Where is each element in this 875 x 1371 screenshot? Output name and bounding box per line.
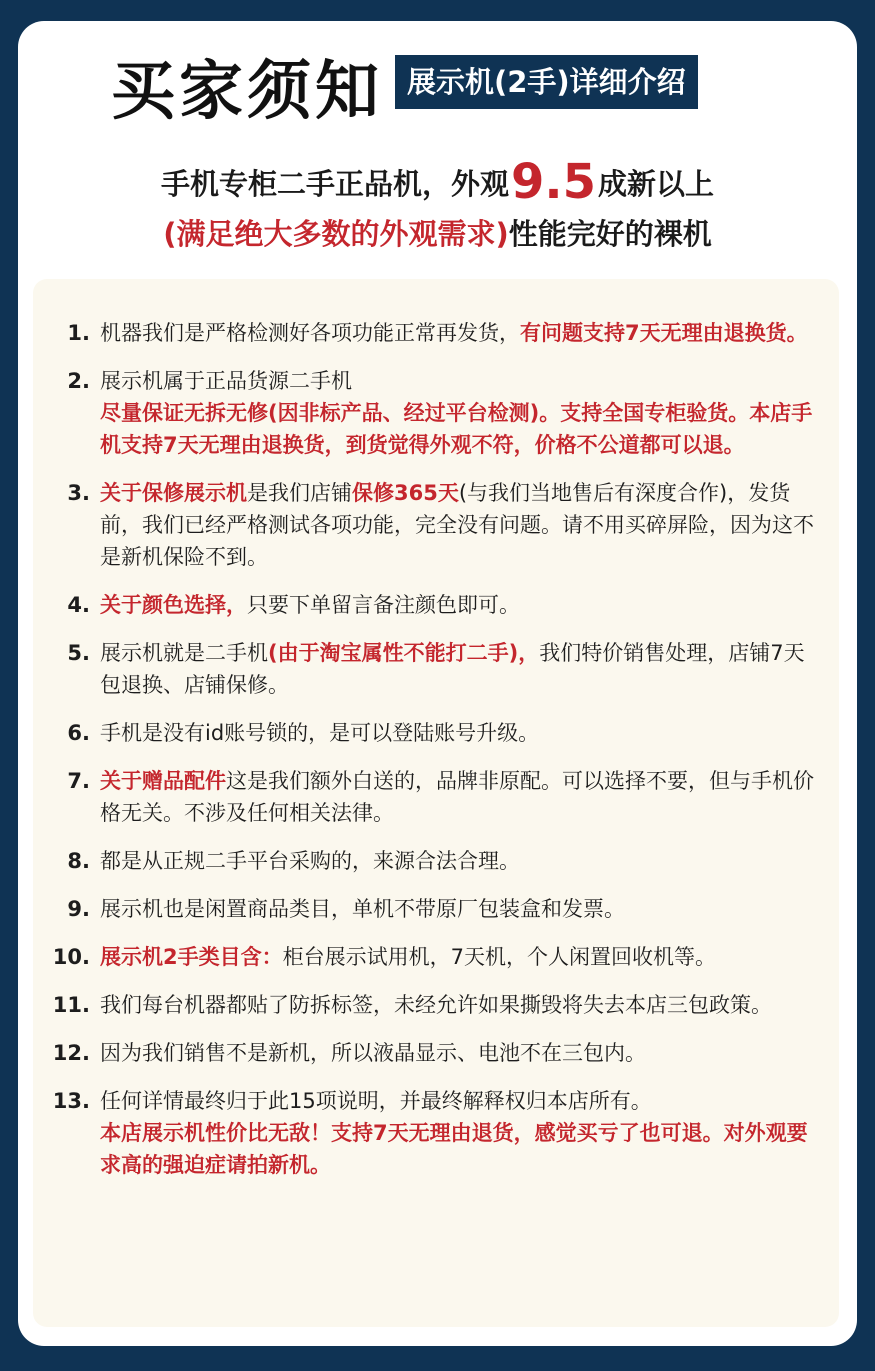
list-item [33, 989, 839, 1021]
list-item [33, 589, 839, 621]
item-highlight: 保修365天 [352, 481, 459, 505]
item-text: 展示机也是闲置商品类目，单机不带原厂包装盒和发票。 [100, 897, 625, 921]
item-highlight: 关于赠品配件 [100, 769, 226, 793]
list-item [33, 893, 839, 925]
item-highlight: 关于颜色选择， [100, 593, 247, 617]
list-item [33, 941, 839, 973]
list-item [33, 637, 839, 701]
subtitle-text-b: 成新以上 [598, 167, 715, 201]
list-item [33, 845, 839, 877]
item-highlight: 本店展示机性价比无敌！支持7天无理由退货，感觉买亏了也可退。对外观要求高的强迫症请拍新机。 [100, 1121, 808, 1177]
list-item [33, 365, 839, 461]
item-text: 手机是没有id账号锁的，是可以登陆账号升级。 [100, 721, 540, 745]
item-number: 1. [67, 321, 90, 345]
item-number: 11. [52, 993, 90, 1017]
item-number: 13. [52, 1089, 90, 1113]
item-number: 6. [67, 721, 90, 745]
notice-card [18, 21, 857, 1346]
subtitle-line-1 [18, 154, 857, 210]
item-text: 机器我们是严格检测好各项功能正常再发货， [100, 321, 520, 345]
title-badge: 展示机(2手)详细介绍 [395, 55, 698, 109]
list-item [33, 1085, 839, 1181]
item-text: 都是从正规二手平台采购的，来源合法合理。 [100, 849, 520, 873]
item-number: 10. [52, 945, 90, 969]
item-text: 这是我们额外白送的，品牌非原配。可以选择不要，但与手机价格无关。不涉及任何相关法律。 [100, 769, 814, 825]
item-number: 8. [67, 849, 90, 873]
subtitle-black-text: 性能完好的裸机 [508, 217, 712, 251]
item-text: 展示机属于正品货源二手机 [100, 369, 352, 393]
item-highlight: 尽量保证无拆无修(因非标产品、经过平台检测)。支持全国专柜验货。本店手机支持7天无理由退换货，到货觉得外观不符，价格不公道都可以退。 [100, 401, 813, 457]
item-number: 3. [67, 481, 90, 505]
subtitle-line-2 [18, 211, 857, 257]
subtitle-red-text: (满足绝大多数的外观需求) [163, 217, 509, 251]
condition-rating: 9.5 [510, 154, 597, 210]
item-highlight: 关于保修展示机 [100, 481, 247, 505]
page-title: 买家须知 [111, 55, 383, 129]
subtitle-text-a: 手机专柜二手正品机，外观 [160, 167, 509, 201]
list-item [33, 765, 839, 829]
item-text: (与我们当地售后有深度合作)，发货前，我们已经严格测试各项功能，完全没有问题。请不用买碎屏险，因为这不是新机保险不到。 [100, 481, 814, 569]
item-text: 任何详情最终归于此15项说明，并最终解释权归本店所有。 [100, 1089, 652, 1113]
list-item [33, 717, 839, 749]
item-highlight: (由于淘宝属性不能打二手)， [268, 641, 540, 665]
item-highlight: 有问题支持7天无理由退换货。 [520, 321, 808, 345]
notice-panel [33, 279, 839, 1327]
item-text: 柜台展示试用机，7天机，个人闲置回收机等。 [282, 945, 716, 969]
item-number: 7. [67, 769, 90, 793]
item-number: 2. [67, 369, 90, 393]
item-highlight: 展示机2手类目含： [100, 945, 283, 969]
item-text: 我们每台机器都贴了防拆标签，未经允许如果撕毁将失去本店三包政策。 [100, 993, 772, 1017]
item-text: 因为我们销售不是新机，所以液晶显示、电池不在三包内。 [100, 1041, 646, 1065]
item-text: 是我们店铺 [247, 481, 352, 505]
item-number: 12. [52, 1041, 90, 1065]
item-text: 我们特价销售处理，店铺7天包退换、店铺保修。 [100, 641, 805, 697]
item-number: 5. [67, 641, 90, 665]
item-number: 9. [67, 897, 90, 921]
notice-list [33, 317, 839, 1197]
list-item [33, 1037, 839, 1069]
list-item [33, 317, 839, 349]
item-number: 4. [67, 593, 90, 617]
item-text: 展示机就是二手机 [100, 641, 268, 665]
list-item [33, 477, 839, 573]
item-text: 只要下单留言备注颜色即可。 [247, 593, 520, 617]
header [111, 56, 698, 128]
